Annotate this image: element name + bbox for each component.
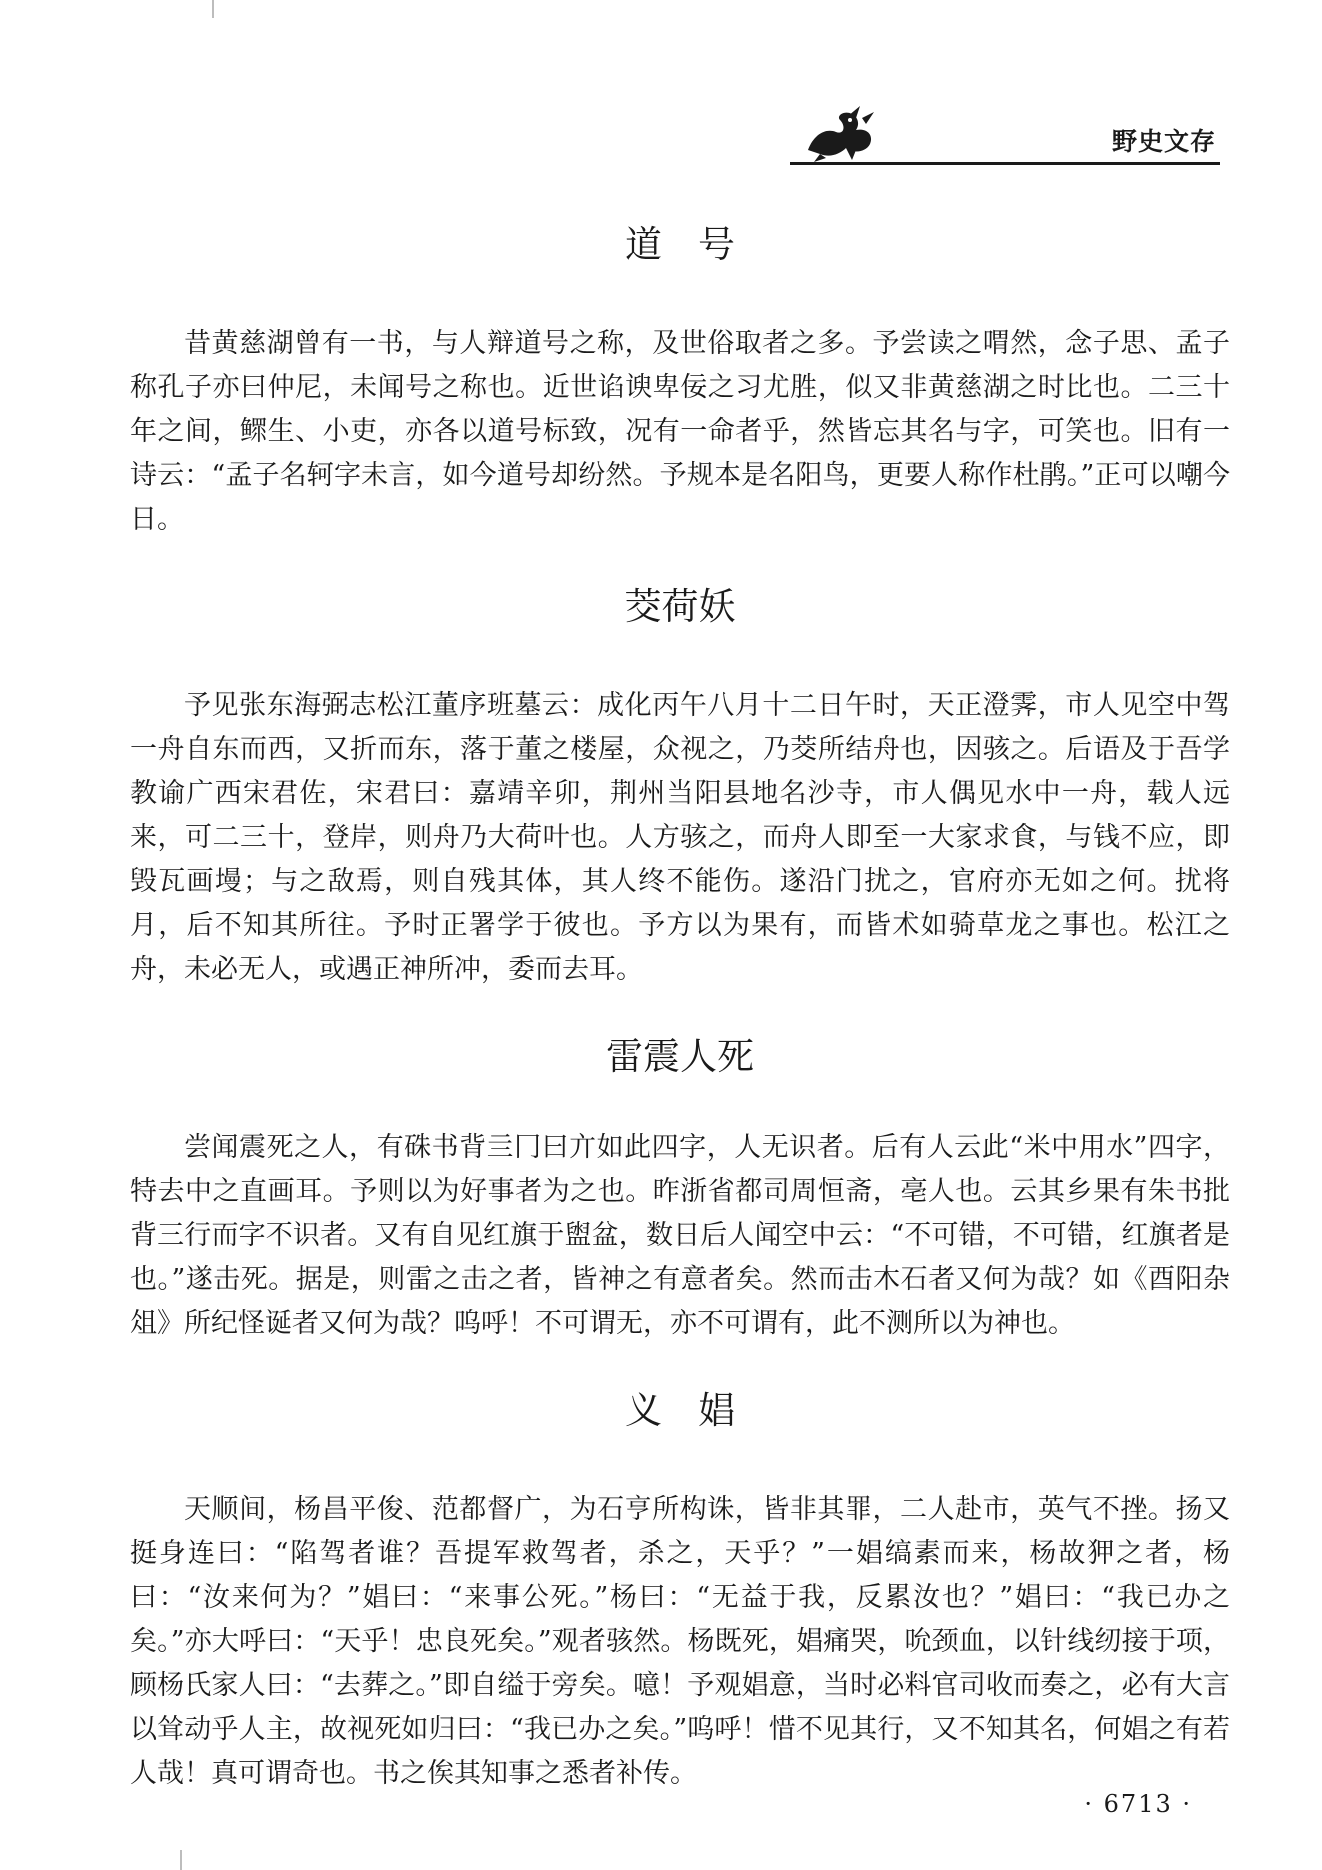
page-number: · 6713 · xyxy=(1084,1790,1192,1818)
running-header xyxy=(790,100,1220,170)
page-body xyxy=(130,220,1230,1796)
section-paragraph-leizhenrensi: 尝闻震死之人，有硃书背亖冂曰亣如此四字，人无识者。后有人云此“米中用水”四字，特去中之直画耳。予则以为好事者为之也。昨浙省都司周恒斋，亳人也。云其乡果有朱书批背三行而字不识者。又有自见红旗于盥盆，数日后人闻空中云：“不可错，不可错，红旗者是也。”遂击死。据是，则雷之击之者，皆神之有意者矣。然而击木石者又何为哉？如《酉阳杂俎》所纪怪诞者又何为哉？呜呼！不可谓无，亦不可谓有，此不测所以为神也。 xyxy=(130,1132,1230,1339)
section-title-leizhenrensi: 雷震人死 xyxy=(606,1035,754,1078)
scan-mark-bottom xyxy=(180,1850,182,1870)
header-rule xyxy=(790,162,1220,165)
section-title-jiaoheyao: 茭荷妖 xyxy=(624,585,736,628)
section-title-daohao: 道号 xyxy=(625,223,771,266)
section-title-yichang: 义娼 xyxy=(625,1389,771,1432)
section-paragraph-daohao: 昔黄慈湖曾有一书，与人辩道号之称，及世俗取者之多。予尝读之喟然，念子思、孟子称孔子亦曰仲尼，未闻号之称也。近世谄谀卑佞之习尤胜，似又非黄慈湖之时比也。二三十年之间，鳏生、小吏，亦各以道号标致，况有一命者乎，然皆忘其名与字，可笑也。旧有一诗云：“孟子名轲字未言，如今道号却纷然。予规本是名阳鸟，更要人称作杜鹃。”正可以嘲今日。 xyxy=(130,328,1230,535)
dragon-emblem-icon xyxy=(800,104,880,164)
section-paragraph-jiaoheyao: 予见张东海弼志松江董序班墓云：成化丙午八月十二日午时，天正澄霁，市人见空中驾一舟自东而西，又折而东，落于董之楼屋，众视之，乃茭所结舟也，因骇之。后语及于吾学教谕广西宋君佐，宋君曰：嘉靖辛卯，荆州当阳县地名沙寺，市人偶见水中一舟，载人远来，可二三十，登岸，则舟乃大荷叶也。人方骇之，而舟人即至一大家求食，与钱不应，即毁瓦画墁；与之敌焉，则自残其体，其人终不能伤。遂沿门扰之，官府亦无如之何。扰将月，后不知其所往。予时正署学于彼也。予方以为果有，而皆术如骑草龙之事也。松江之舟，未必无人，或遇正神所冲，委而去耳。 xyxy=(130,690,1230,985)
section-paragraph-yichang: 天顺间，杨昌平俊、范都督广，为石亨所构诛，皆非其罪，二人赴市，英气不挫。扬又挺身连曰：“陷驾者谁？吾提军救驾者，杀之，天乎？”一娼缟素而来，杨故狎之者，杨曰：“汝来何为？”娼曰：“来事公死。”杨曰：“无益于我，反累汝也？”娼曰：“我已办之矣。”亦大呼曰：“天乎！忠良死矣。”观者骇然。杨既死，娼痛哭，吮颈血，以针线纫接于项，顾杨氏家人曰：“去葬之。”即自缢于旁矣。噫！予观娼意，当时必料官司收而奏之，必有大言以耸动乎人主，故视死如归曰：“我已办之矣。”呜呼！惜不见其行，又不知其名，何娼之有若人哉！真可谓奇也。书之俟其知事之悉者补传。 xyxy=(130,1494,1230,1789)
series-title: 野史文存 xyxy=(1111,127,1216,156)
scan-mark-top xyxy=(212,0,214,18)
